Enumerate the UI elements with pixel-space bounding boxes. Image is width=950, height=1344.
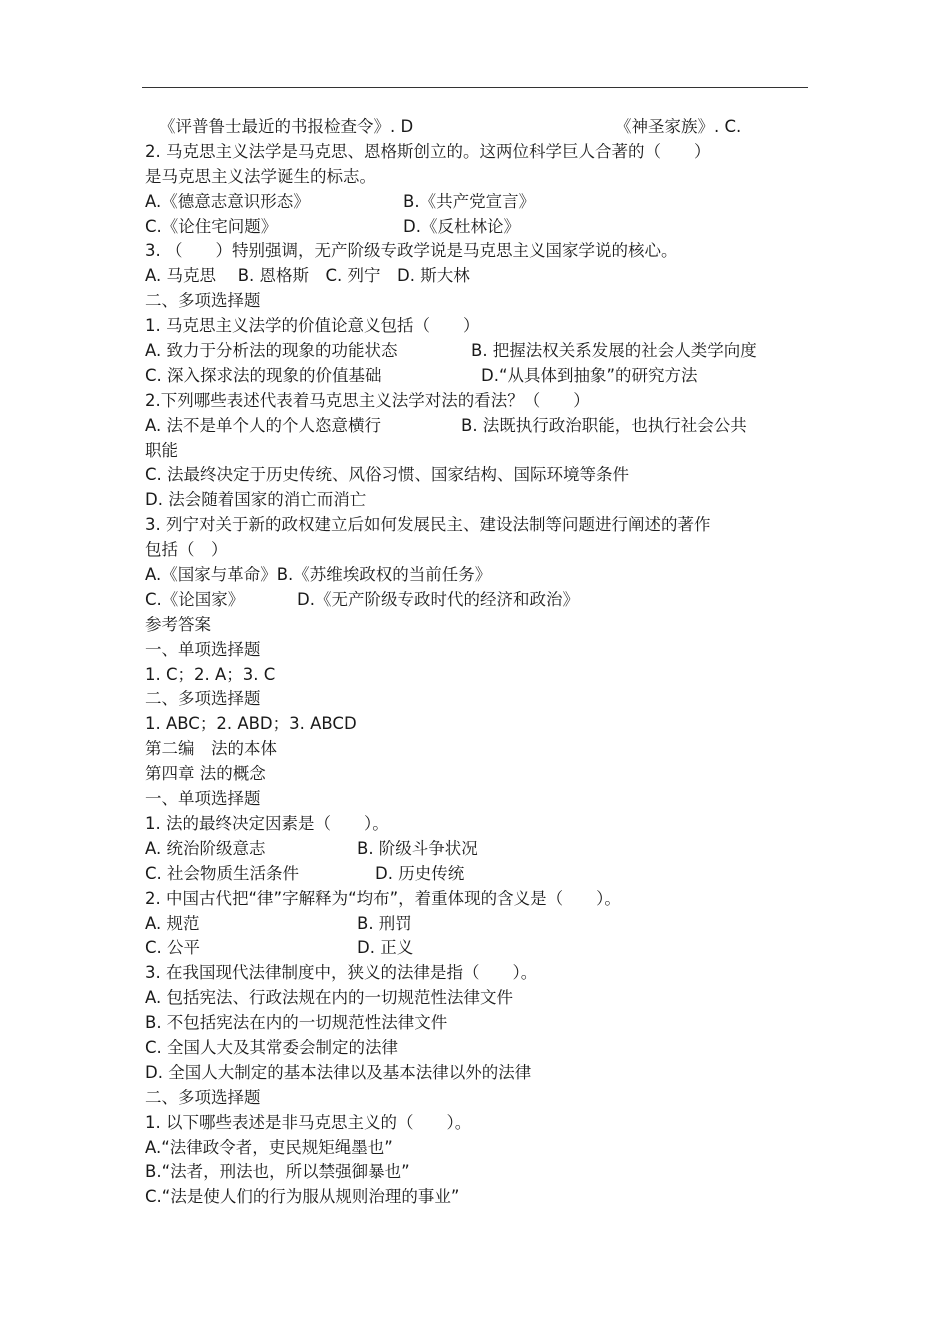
text-line: 2. 马克思主义法学是马克思、恩格斯创立的。这两位科学巨人合著的（ ） — [145, 141, 711, 161]
option-row — [145, 588, 825, 613]
option-a: A. 规范 — [145, 913, 200, 933]
text-line: C.“法是使人们的行为服从规则治理的事业” — [145, 1187, 460, 1207]
text-line: A.《国家与革命》B.《苏维埃政权的当前任务》 — [145, 565, 492, 585]
option-row — [145, 837, 825, 862]
text-line: 1. 马克思主义法学的价值论意义包括（ ） — [145, 316, 480, 336]
option-c: C.《论国家》 — [145, 589, 245, 609]
option-row — [145, 215, 825, 240]
text-line: B. 不包括宪法在内的一切规范性法律文件 — [145, 1013, 448, 1033]
section-heading: 一、单项选择题 — [145, 639, 261, 659]
answer-line: 1. C；2. A；3. C — [145, 664, 276, 684]
text-line: 2.下列哪些表述代表着马克思主义法学对法的看法？（ ） — [145, 390, 590, 410]
option-b: B. 刑罚 — [357, 913, 412, 933]
option-b: B. 阶级斗争状况 — [357, 838, 478, 858]
option-c: C.《论住宅问题》 — [145, 216, 278, 236]
option-row — [145, 862, 825, 887]
option-d: D. 历史传统 — [375, 863, 465, 883]
text-line — [145, 115, 825, 140]
section-heading: 二、多项选择题 — [145, 1087, 261, 1107]
option-d: D. 正义 — [357, 938, 414, 958]
option-c: C. 社会物质生活条件 — [145, 863, 300, 883]
option-row — [145, 339, 825, 364]
column-a: 《评普鲁士最近的书报检查令》. D — [159, 117, 414, 136]
option-b: B. 把握法权关系发展的社会人类学向度 — [471, 341, 757, 361]
option-a: A. 法不是单个人的个人恣意横行 — [145, 415, 381, 435]
section-heading: 一、单项选择题 — [145, 789, 261, 809]
option-d: D.《反杜林论》 — [403, 216, 520, 236]
text-line: D. 全国人大制定的基本法律以及基本法律以外的法律 — [145, 1062, 532, 1082]
option-d: D.“从具体到抽象”的研究方法 — [481, 365, 698, 385]
part-heading: 第二编 法的本体 — [145, 739, 277, 759]
option-a: A. 统治阶级意志 — [145, 838, 266, 858]
text-line: A. 包括宪法、行政法规在内的一切规范性法律文件 — [145, 988, 513, 1008]
text-line: 2. 中国古代把“律”字解释为“均布”，着重体现的含义是（ ）。 — [145, 888, 621, 908]
header-rule — [142, 87, 808, 88]
chapter-heading: 第四章 法的概念 — [145, 764, 266, 784]
option-c: C. 公平 — [145, 938, 201, 958]
text-line: B.“法者，刑法也，所以禁强御暴也” — [145, 1162, 410, 1182]
text-line: 包括（ ） — [145, 540, 228, 560]
text-line: A.“法律政令者，吏民规矩绳墨也” — [145, 1137, 393, 1157]
answer-line: 1. ABC；2. ABD；3. ABCD — [145, 714, 357, 734]
text-line: C. 法最终决定于历史传统、风俗习惯、国家结构、国际环境等条件 — [145, 465, 630, 485]
text-line: 是马克思主义法学诞生的标志。 — [145, 166, 376, 186]
text-line: 1. 以下哪些表述是非马克思主义的（ ）。 — [145, 1112, 472, 1132]
option-a: A.《德意志意识形态》 — [145, 191, 310, 211]
option-c: C. 深入探求法的现象的价值基础 — [145, 365, 382, 385]
option-row — [145, 936, 825, 961]
text-line: 职能 — [145, 440, 178, 460]
option-b: B. 法既执行政治职能，也执行社会公共 — [461, 415, 747, 435]
text-line: 3. （ ）特别强调，无产阶级专政学说是马克思主义国家学说的核心。 — [145, 241, 678, 261]
section-heading: 二、多项选择题 — [145, 689, 261, 709]
column-b: 《神圣家族》. C. — [615, 117, 742, 136]
option-row — [145, 190, 825, 215]
section-heading: 二、多项选择题 — [145, 291, 261, 311]
option-a: A. 致力于分析法的现象的功能状态 — [145, 341, 398, 361]
text-line: 3. 在我国现代法律制度中，狭义的法律是指（ ）。 — [145, 963, 538, 983]
text-line: A. 马克思 B. 恩格斯 C. 列宁 D. 斯大林 — [145, 266, 470, 286]
text-line: 1. 法的最终决定因素是（ ）。 — [145, 813, 389, 833]
text-line: 3. 列宁对关于新的政权建立后如何发展民主、建设法制等问题进行阐述的著作 — [145, 515, 711, 535]
section-heading: 参考答案 — [145, 614, 211, 634]
text-line: C. 全国人大及其常委会制定的法律 — [145, 1037, 399, 1057]
option-d: D.《无产阶级专政时代的经济和政治》 — [297, 589, 579, 609]
option-b: B.《共产党宣言》 — [403, 191, 536, 211]
document-body — [145, 115, 825, 1210]
option-row — [145, 414, 825, 439]
option-row — [145, 912, 825, 937]
option-row — [145, 364, 825, 389]
text-line: D. 法会随着国家的消亡而消亡 — [145, 490, 367, 510]
